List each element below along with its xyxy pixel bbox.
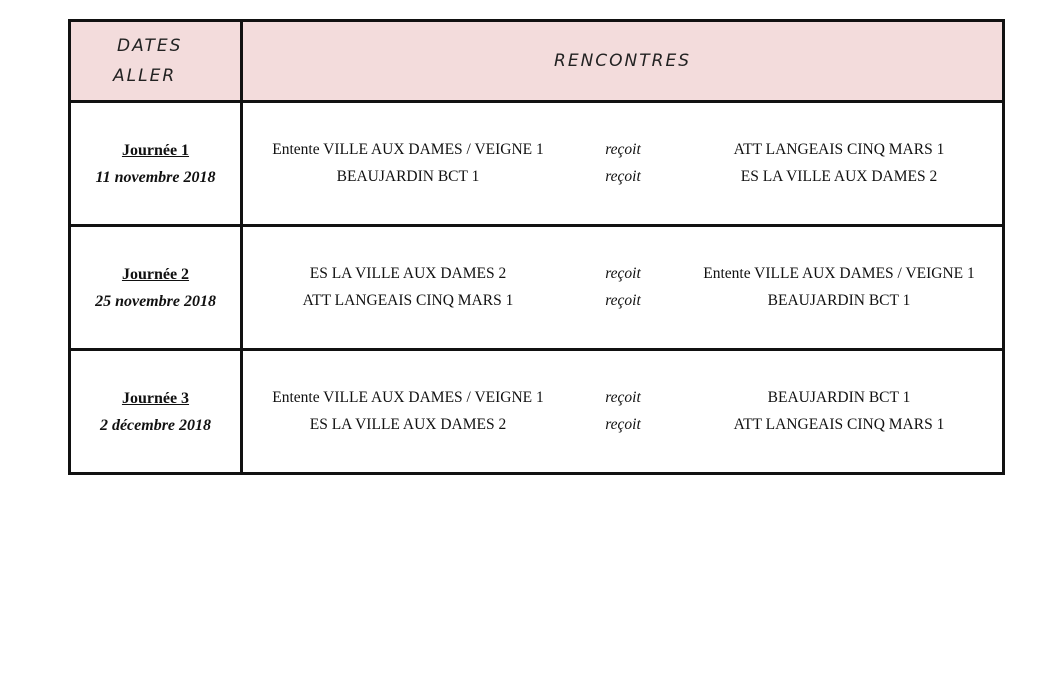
match-verb: reçoit: [605, 141, 641, 158]
away-team: Entente VILLE AUX DAMES / VEIGNE 1: [703, 265, 975, 282]
home-team: BEAUJARDIN BCT 1: [336, 168, 480, 185]
match-row: [243, 261, 1005, 288]
match-row: [243, 164, 1005, 191]
match-list: [243, 137, 1005, 191]
round-matches-cell: [242, 226, 1004, 350]
match-row: [243, 288, 1005, 315]
round-label: Journée 2: [121, 265, 190, 283]
header-dates: [70, 21, 242, 102]
round-label: Journée 1: [121, 141, 190, 159]
away-team: ATT LANGEAIS CINQ MARS 1: [733, 416, 945, 433]
home-team: ATT LANGEAIS CINQ MARS 1: [302, 292, 514, 309]
match-row: [243, 137, 1005, 164]
round-date: 11 novembre 2018: [95, 168, 216, 186]
match-verb: reçoit: [605, 168, 641, 185]
schedule-table: [68, 19, 1005, 475]
match-verb: reçoit: [605, 416, 641, 433]
match-verb: reçoit: [605, 265, 641, 282]
round-date-cell: [70, 350, 242, 474]
header-dates-line2: ALLER: [113, 66, 177, 86]
header-matches: RENCONTRES: [242, 21, 1004, 102]
round-matches-cell: [242, 102, 1004, 226]
round-row-1: [70, 102, 1004, 226]
away-team: ATT LANGEAIS CINQ MARS 1: [733, 141, 945, 158]
away-team: ES LA VILLE AUX DAMES 2: [740, 168, 938, 185]
match-list: [243, 385, 1005, 439]
away-team: BEAUJARDIN BCT 1: [767, 292, 911, 309]
round-date-cell: [70, 226, 242, 350]
match-row: [243, 385, 1005, 412]
round-date: 2 décembre 2018: [99, 416, 212, 434]
match-verb: reçoit: [605, 389, 641, 406]
round-label: Journée 3: [121, 389, 190, 407]
home-team: Entente VILLE AUX DAMES / VEIGNE 1: [272, 141, 544, 158]
round-matches-cell: [242, 350, 1004, 474]
match-verb: reçoit: [605, 292, 641, 309]
round-row-2: [70, 226, 1004, 350]
home-team: Entente VILLE AUX DAMES / VEIGNE 1: [272, 389, 544, 406]
home-team: ES LA VILLE AUX DAMES 2: [309, 265, 507, 282]
round-date-cell: [70, 102, 242, 226]
away-team: BEAUJARDIN BCT 1: [767, 389, 911, 406]
match-row: [243, 412, 1005, 439]
round-row-3: [70, 350, 1004, 474]
home-team: ES LA VILLE AUX DAMES 2: [309, 416, 507, 433]
match-list: [243, 261, 1005, 315]
round-date: 25 novembre 2018: [95, 292, 216, 310]
header-row: [70, 21, 1004, 102]
header-dates-line1: DATES: [117, 36, 183, 56]
